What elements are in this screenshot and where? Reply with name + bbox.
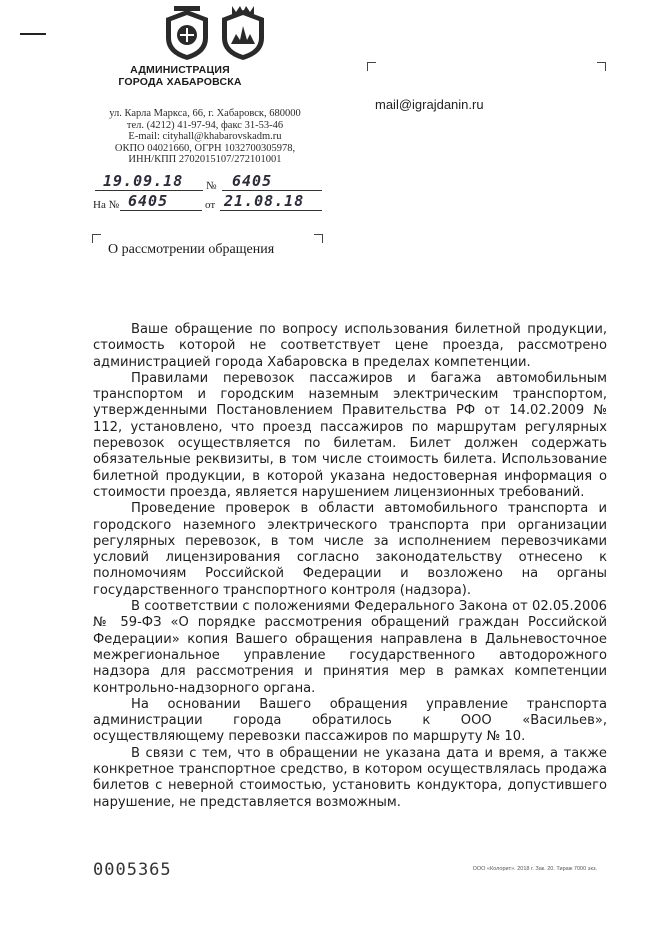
region-emblem-icon bbox=[216, 4, 270, 64]
subject-corner-left bbox=[92, 234, 101, 243]
ref-date-line bbox=[220, 210, 322, 211]
date-line bbox=[95, 190, 203, 191]
org-line-1: АДМИНИСТРАЦИЯ bbox=[130, 64, 230, 76]
ref-date-label: от bbox=[205, 199, 216, 211]
contact-block bbox=[80, 108, 330, 166]
number-label: № bbox=[206, 180, 217, 192]
margin-mark bbox=[20, 33, 46, 35]
org-line-2: ГОРОДА ХАБАРОВСКА bbox=[118, 76, 242, 88]
recipient-corner-right bbox=[597, 62, 606, 71]
email-line: E-mail: cityhall@khabarovskadm.ru bbox=[128, 131, 282, 142]
phone: тел. (4212) 41-97-94, факс 31-53-46 bbox=[126, 119, 284, 131]
recipient-email: mail@igrajdanin.ru bbox=[375, 97, 484, 112]
ref-label: На № bbox=[93, 199, 120, 211]
ref-date: 21.08.18 bbox=[224, 192, 305, 210]
letter-body bbox=[93, 322, 607, 811]
reg-date: 19.09.18 bbox=[103, 172, 184, 190]
paragraph-2: Правилами перевозок пассажиров и багажа автомобильным транспортом и городским наземным электрическим транспортом, утвержденными Постановлением Правительства РФ от 14.02.2009 № 112, установлено, что проезд пассажиров по маршрутам регулярных перевозок осуществляется по билетам. Билет должен содержать обязательные реквизиты, в том числе стоимость билета. Использование билетной продукции, в которой указана недостоверная информация о стоимости проезда, является нарушением лицензионных требований. bbox=[93, 370, 607, 500]
paragraph-3: Проведение проверок в области автомобильного транспорта и городского наземного электрического транспорта при организации регулярных перевозок, в том числе за исполнением перевозчиками условий лицензирования согласно законодательству отнесено к полномочиям Российской Федерации и возложено на органы государственного транспортного контроля (надзора). bbox=[93, 501, 607, 598]
subject-line: О рассмотрении обращения bbox=[108, 242, 275, 257]
printer-imprint: ООО «Колорит». 2018 г. Зак. 20. Тираж 7000 экз. bbox=[472, 866, 597, 872]
ref-number: 6405 bbox=[128, 192, 169, 210]
inn-line: ИНН/КПП 2702015107/272101001 bbox=[128, 154, 282, 165]
paragraph-6: В связи с тем, что в обращении не указана дата и время, а также конкретное транспортное средство, в котором осуществлялась продажа билетов с неверной стоимостью, установить кондуктора, допустившего нарушение, не представляется возможным. bbox=[93, 745, 607, 810]
serial-number: 0005365 bbox=[93, 860, 172, 880]
subject-corner-right bbox=[314, 234, 323, 243]
number-line bbox=[222, 190, 322, 191]
organization-name bbox=[110, 64, 250, 88]
address: ул. Карла Маркса, 66, г. Хабаровск, 680000 bbox=[109, 108, 301, 119]
recipient-corner-left bbox=[367, 62, 376, 71]
ids-line: ОКПО 04021660, ОГРН 1032700305978, bbox=[114, 142, 296, 154]
city-emblem-icon bbox=[160, 4, 214, 64]
paragraph-1: Ваше обращение по вопросу использования билетной продукции, стоимость которой не соответствует цене проезда, рассмотрено администрацией города Хабаровска в пределах компетенции. bbox=[93, 322, 607, 370]
reg-number: 6405 bbox=[232, 172, 273, 190]
paragraph-5: На основании Вашего обращения управление транспорта администрации города обратилось к ООО «Васильев», осуществляющему перевозки пассажиров по маршруту № 10. bbox=[93, 696, 607, 745]
paragraph-4: В соответствии с положениями Федерального Закона от 02.05.2006 № 59-ФЗ «О порядке рассмотрения обращений граждан Российской Федерации» копия Вашего обращения направлена в Дальневосточное межрегиональное управление государственного автодорожного надзора для рассмотрения и принятия мер в рамках компетенции контрольно-надзорного органа. bbox=[93, 599, 607, 696]
ref-number-line bbox=[120, 210, 202, 211]
